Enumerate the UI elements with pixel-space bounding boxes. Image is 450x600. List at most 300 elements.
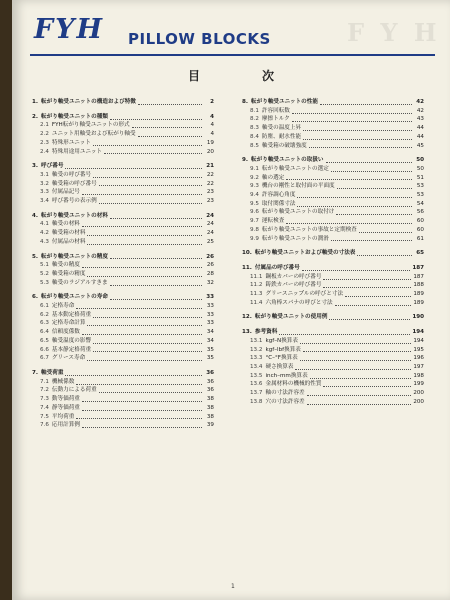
toc-subsection-entry xyxy=(32,220,214,229)
toc-leader-dots xyxy=(93,343,202,344)
toc-entry-page: 19 xyxy=(206,139,214,146)
toc-leader-dots xyxy=(329,319,410,320)
toc-leader-dots xyxy=(138,104,202,105)
toc-entry-number: 4. xyxy=(32,212,39,219)
toc-entry-number: 6.5 xyxy=(40,337,49,344)
toc-leader-dots xyxy=(345,296,411,297)
toc-subsection-entry xyxy=(32,121,214,130)
toc-leader-dots xyxy=(357,255,412,256)
toc-entry-label: 摩擦トルク xyxy=(261,116,290,123)
toc-subsection-entry xyxy=(242,124,424,133)
bleed-through-text: F Y H xyxy=(347,18,441,47)
toc-subsection-entry xyxy=(32,197,214,206)
toc-entry-number: 5.2 xyxy=(40,270,49,277)
toc-entry-label: 取付関係寸法 xyxy=(261,200,296,207)
toc-entry-page: 195 xyxy=(413,346,424,353)
toc-entry-number: 9.4 xyxy=(250,192,259,199)
toc-section xyxy=(32,162,214,206)
toc-entry-label: 許容調心角度 xyxy=(261,192,296,199)
toc-entry-page: 33 xyxy=(206,303,214,310)
toc-subsection-entry xyxy=(242,299,424,308)
toc-entry-page: 26 xyxy=(206,262,214,269)
toc-entry-label: 静等価荷重 xyxy=(51,404,80,411)
toc-section-entry xyxy=(32,212,214,221)
toc-section xyxy=(242,156,424,243)
toc-section-entry xyxy=(242,328,424,337)
toc-leader-dots xyxy=(279,334,410,335)
toc-entry-label: 平均荷重 xyxy=(51,413,75,420)
toc-entry-page: 34 xyxy=(206,337,214,344)
toc-leader-dots xyxy=(320,104,412,105)
toc-subsection-entry xyxy=(242,142,424,151)
toc-entry-label: 軸受の精度 xyxy=(51,262,80,269)
toc-section-entry xyxy=(32,253,214,262)
toc-entry-number: 3. xyxy=(32,163,39,170)
toc-subsection-entry xyxy=(32,378,214,387)
toc-leader-dots xyxy=(337,188,412,189)
toc-subsection-entry xyxy=(242,217,424,226)
toc-entry-page: 53 xyxy=(416,183,424,190)
toc-subsection-entry xyxy=(32,386,214,395)
toc-leader-dots xyxy=(93,317,202,318)
toc-entry-label: 軸の選定 xyxy=(261,174,285,181)
toc-leader-dots xyxy=(99,203,202,204)
toc-subsection-entry xyxy=(32,229,214,238)
toc-entry-number: 9.5 xyxy=(250,200,259,207)
toc-entry-label: 参考資料 xyxy=(254,329,278,336)
toc-section-entry xyxy=(242,249,424,258)
toc-leader-dots xyxy=(110,299,202,300)
toc-subsection-entry xyxy=(242,337,424,346)
toc-entry-page: 36 xyxy=(206,378,214,385)
toc-entry-number: 13.1 xyxy=(250,337,263,344)
product-title: PILLOW BLOCKS xyxy=(128,30,271,48)
toc-entry-number: 2.2 xyxy=(40,131,49,138)
toc-entry-page: 194 xyxy=(412,329,424,336)
toc-entry-page: 24 xyxy=(206,221,214,228)
toc-section xyxy=(242,328,424,406)
toc-leader-dots xyxy=(300,343,411,344)
toc-leader-dots xyxy=(302,270,411,271)
toc-section xyxy=(242,264,424,308)
toc-subsection-entry xyxy=(32,311,214,320)
toc-entry-page: 32 xyxy=(206,279,214,286)
toc-entry-page: 42 xyxy=(416,107,424,114)
toc-subsection-entry xyxy=(32,171,214,180)
header-rule xyxy=(30,54,435,56)
toc-entry-label: 六角棒スパナの呼びと寸法 xyxy=(265,299,333,306)
toc-entry-number: 8.1 xyxy=(250,107,259,114)
toc-entry-label: 転がり軸受ユニットの寿命 xyxy=(41,294,108,301)
toc-leader-dots xyxy=(93,351,202,352)
toc-entry-page: 35 xyxy=(206,355,214,362)
toc-section-entry xyxy=(32,98,214,107)
toc-entry-label: 応用計算例 xyxy=(51,422,80,429)
toc-leader-dots xyxy=(307,404,412,405)
toc-entry-label: 軸受温度の影響 xyxy=(51,337,92,344)
toc-entry-label: 転がり軸受ユニットの取付け xyxy=(261,209,335,216)
toc-subsection-entry xyxy=(242,354,424,363)
toc-entry-number: 2.1 xyxy=(40,122,49,129)
toc-entry-number: 3.2 xyxy=(40,180,49,187)
toc-entry-label: グリースニップルの呼びと寸法 xyxy=(265,291,344,298)
toc-subsection-entry xyxy=(32,319,214,328)
brand-logo: FYH xyxy=(34,14,104,45)
page-number: 1 xyxy=(231,583,235,590)
toc-entry-number: 9.1 xyxy=(250,165,259,172)
toc-entry-label: 軸受の温度上昇 xyxy=(261,125,302,132)
toc-subsection-entry xyxy=(32,346,214,355)
toc-entry-number: 5.1 xyxy=(40,262,49,269)
toc-section xyxy=(242,98,424,150)
toc-entry-number: 5.3 xyxy=(40,279,49,286)
toc-entry-page: 28 xyxy=(206,270,214,277)
toc-leader-dots xyxy=(87,360,202,361)
toc-subsection-entry xyxy=(242,389,424,398)
toc-leader-dots xyxy=(99,392,202,393)
toc-entry-number: 10. xyxy=(242,250,252,257)
toc-entry-number: 12. xyxy=(242,314,252,321)
toc-leader-dots xyxy=(93,177,202,178)
toc-subsection-entry xyxy=(32,188,214,197)
toc-leader-dots xyxy=(292,113,412,114)
toc-entry-label: FYH転がり軸受ユニットの形式 xyxy=(51,122,130,129)
toc-leader-dots xyxy=(323,279,411,280)
toc-section xyxy=(242,313,424,322)
toc-entry-number: 6.6 xyxy=(40,346,49,353)
toc-entry-number: 9.3 xyxy=(250,183,259,190)
toc-entry-number: 13.3 xyxy=(250,355,263,362)
toc-entry-label: 転がり軸受ユニットの精度 xyxy=(41,253,108,260)
toc-entry-label: 特殊用途用ユニット xyxy=(51,148,103,155)
toc-entry-page: 188 xyxy=(413,282,424,289)
toc-leader-dots xyxy=(323,386,411,387)
toc-leader-dots xyxy=(87,325,202,326)
toc-entry-number: 8.2 xyxy=(250,116,259,123)
toc-entry-number: 13. xyxy=(242,329,252,336)
toc-subsection-entry xyxy=(242,208,424,217)
toc-entry-number: 7.4 xyxy=(40,404,49,411)
toc-subsection-entry xyxy=(32,337,214,346)
toc-entry-number: 2. xyxy=(32,113,39,120)
toc-subsection-entry xyxy=(32,261,214,270)
toc-entry-number: 4.3 xyxy=(40,238,49,245)
toc-leader-dots xyxy=(309,147,412,148)
toc-entry-page: 200 xyxy=(413,390,424,397)
toc-entry-page: 198 xyxy=(413,372,424,379)
toc-entry-page: 60 xyxy=(416,218,424,225)
toc-subsection-entry xyxy=(242,107,424,116)
toc-section-entry xyxy=(32,162,214,171)
toc-entry-page: 20 xyxy=(206,148,214,155)
toc-entry-label: 軸受箱の呼び番号 xyxy=(51,180,97,187)
toc-entry-page: 24 xyxy=(206,212,214,219)
toc-entry-number: 6. xyxy=(32,294,39,301)
toc-leader-dots xyxy=(286,179,412,180)
toc-entry-page: 38 xyxy=(206,413,214,420)
toc-entry-number: 11. xyxy=(242,264,252,271)
toc-leader-dots xyxy=(297,206,412,207)
toc-leader-dots xyxy=(87,244,202,245)
toc-subsection-entry xyxy=(242,191,424,200)
toc-entry-label: 軸受の材料 xyxy=(51,221,80,228)
toc-entry-label: 転がり軸受ユニットの材料 xyxy=(41,212,108,219)
toc-subsection-entry xyxy=(32,328,214,337)
toc-entry-page: 53 xyxy=(416,192,424,199)
toc-section-entry xyxy=(32,369,214,378)
toc-entry-number: 2.4 xyxy=(40,148,49,155)
toc-section-entry xyxy=(242,156,424,165)
toc-leader-dots xyxy=(335,305,412,306)
toc-entry-label: 転がり軸受ユニットの種類 xyxy=(41,113,108,120)
toc-entry-number: 13.2 xyxy=(250,346,263,353)
toc-entry-page: 42 xyxy=(416,99,424,105)
toc-column-left xyxy=(32,92,214,433)
toc-subsection-entry xyxy=(32,404,214,413)
toc-entry-label: 動等価荷重 xyxy=(51,396,80,403)
toc-subsection-entry xyxy=(32,279,214,288)
toc-leader-dots xyxy=(292,121,412,122)
toc-entry-page: 23 xyxy=(206,198,214,205)
toc-entry-page: 36 xyxy=(206,387,214,394)
toc-leader-dots xyxy=(82,194,202,195)
toc-leader-dots xyxy=(87,235,202,236)
toc-leader-dots xyxy=(82,226,202,227)
toc-section-entry xyxy=(32,293,214,302)
toc-entry-label: 金属材料の機械的性質 xyxy=(265,381,322,388)
toc-entry-page: 187 xyxy=(412,264,424,271)
toc-title-char-2: 次 xyxy=(262,69,275,83)
toc-subsection-entry xyxy=(242,115,424,124)
toc-entry-page: 4 xyxy=(210,122,214,129)
toc-entry-page: 38 xyxy=(206,396,214,403)
toc-entry-number: 11.1 xyxy=(250,273,263,280)
toc-entry-page: 45 xyxy=(416,142,424,149)
toc-entry-page: 35 xyxy=(206,346,214,353)
toc-entry-label: 転がり軸受ユニットの潤滑 xyxy=(261,235,329,242)
toc-entry-label: 呼び番号の表示例 xyxy=(51,198,97,205)
catalog-page xyxy=(12,0,450,600)
toc-entry-number: 3.3 xyxy=(40,189,49,196)
toc-section-entry xyxy=(242,98,424,107)
toc-entry-page: 50 xyxy=(416,165,424,172)
toc-section xyxy=(32,369,214,430)
toc-entry-page: 22 xyxy=(206,171,214,178)
toc-entry-number: 13.4 xyxy=(250,363,263,370)
toc-entry-page: 43 xyxy=(416,116,424,123)
toc-entry-label: 防塵、耐水性能 xyxy=(261,133,302,140)
toc-entry-label: 定格寿命計算 xyxy=(51,320,86,327)
toc-leader-dots xyxy=(303,139,412,140)
toc-entry-label: 許容回転数 xyxy=(261,107,290,114)
toc-entry-page: 56 xyxy=(416,209,424,216)
toc-entry-label: 軸受のラジアルすきま xyxy=(51,279,108,286)
toc-entry-label: 伝動力による荷重 xyxy=(51,387,97,394)
toc-entry-label: グリース寿命 xyxy=(51,355,86,362)
toc-entry-label: 穴の寸法許容差 xyxy=(265,398,305,405)
toc-entry-page: 65 xyxy=(416,250,424,257)
toc-subsection-entry xyxy=(32,130,214,139)
toc-subsection-entry xyxy=(242,133,424,142)
toc-leader-dots xyxy=(138,136,202,137)
toc-entry-page: 44 xyxy=(416,133,424,140)
toc-entry-page: 2 xyxy=(210,99,214,105)
toc-entry-number: 2.3 xyxy=(40,139,49,146)
toc-leader-dots xyxy=(132,127,202,128)
toc-entry-label: 付属品記号 xyxy=(51,189,80,196)
toc-section xyxy=(32,113,214,157)
toc-entry-label: kgf–lbf換算表 xyxy=(265,346,301,353)
toc-entry-number: 4.1 xyxy=(40,221,49,228)
toc-leader-dots xyxy=(82,427,202,428)
toc-leader-dots xyxy=(76,384,202,385)
toc-entry-number: 7.1 xyxy=(40,378,49,385)
toc-entry-page: 25 xyxy=(206,238,214,245)
toc-entry-number: 11.3 xyxy=(250,291,263,298)
toc-entry-number: 8.4 xyxy=(250,133,259,140)
toc-leader-dots xyxy=(82,267,202,268)
toc-leader-dots xyxy=(82,410,202,411)
toc-entry-number: 11.4 xyxy=(250,299,263,306)
toc-leader-dots xyxy=(93,145,202,146)
toc-entry-label: 付属品の呼び番号 xyxy=(254,264,300,271)
toc-entry-number: 7.6 xyxy=(40,422,49,429)
toc-entry-label: 転がり軸受ユニットの使用例 xyxy=(254,314,328,321)
toc-section xyxy=(32,253,214,288)
toc-subsection-entry xyxy=(32,238,214,247)
toc-subsection-entry xyxy=(32,395,214,404)
toc-entry-label: 転がり軸受ユニットの構造および特徴 xyxy=(41,99,136,105)
toc-leader-dots xyxy=(110,258,202,259)
toc-leader-dots xyxy=(76,418,202,419)
toc-subsection-entry xyxy=(242,281,424,290)
toc-entry-number: 6.7 xyxy=(40,355,49,362)
toc-subsection-entry xyxy=(32,139,214,148)
toc-entry-page: 44 xyxy=(416,125,424,132)
toc-subsection-entry xyxy=(242,290,424,299)
toc-entry-number: 9.9 xyxy=(250,235,259,242)
toc-entry-page: 33 xyxy=(206,320,214,327)
toc-section xyxy=(242,249,424,258)
toc-section-entry xyxy=(32,113,214,122)
toc-entry-label: 基本動定格荷重 xyxy=(51,311,92,318)
toc-entry-label: 特殊形ユニット xyxy=(51,139,91,146)
toc-subsection-entry xyxy=(32,270,214,279)
toc-entry-page: 24 xyxy=(206,230,214,237)
toc-entry-label: 鋼板カバーの呼び番号 xyxy=(265,273,322,280)
toc-column-right xyxy=(242,92,424,410)
toc-subsection-entry xyxy=(242,182,424,191)
toc-entry-number: 9.2 xyxy=(250,174,259,181)
toc-entry-label: 転がり軸受ユニットの性能 xyxy=(251,99,318,105)
toc-entry-number: 6.2 xyxy=(40,311,49,318)
toc-subsection-entry xyxy=(242,363,424,372)
toc-subsection-entry xyxy=(242,165,424,174)
toc-subsection-entry xyxy=(32,302,214,311)
toc-entry-page: 187 xyxy=(413,273,424,280)
toc-subsection-entry xyxy=(32,421,214,430)
toc-entry-number: 7.3 xyxy=(40,396,49,403)
toc-leader-dots xyxy=(82,334,202,335)
toc-leader-dots xyxy=(323,287,411,288)
toc-entry-number: 13.6 xyxy=(250,381,263,388)
toc-entry-number: 1. xyxy=(32,99,39,105)
toc-subsection-entry xyxy=(242,273,424,282)
toc-entry-number: 7. xyxy=(32,369,39,376)
toc-leader-dots xyxy=(65,168,202,169)
toc-leader-dots xyxy=(331,171,412,172)
toc-entry-page: 4 xyxy=(210,113,214,120)
toc-entry-number: 9.6 xyxy=(250,209,259,216)
toc-entry-label: 軸受の呼び番号 xyxy=(51,171,92,178)
toc-section xyxy=(32,293,214,363)
toc-entry-label: 呼び番号 xyxy=(41,163,64,170)
toc-entry-label: °C–°F換算表 xyxy=(265,355,298,362)
toc-entry-page: 33 xyxy=(206,294,214,301)
toc-entry-page: 34 xyxy=(206,329,214,336)
toc-entry-number: 6.4 xyxy=(40,329,49,336)
toc-entry-label: 基本静定格荷重 xyxy=(51,346,92,353)
toc-leader-dots xyxy=(104,153,202,154)
toc-leader-dots xyxy=(286,223,412,224)
toc-entry-number: 4.2 xyxy=(40,230,49,237)
toc-entry-label: 転がり軸受ユニットおよび軸受の寸法表 xyxy=(254,250,356,257)
toc-entry-label: 付属品の材料 xyxy=(51,238,86,245)
toc-entry-page: 23 xyxy=(206,189,214,196)
toc-leader-dots xyxy=(110,285,202,286)
toc-subsection-entry xyxy=(32,354,214,363)
toc-entry-label: 転がり軸受ユニットの取扱い xyxy=(251,157,324,164)
toc-entry-number: 13.5 xyxy=(250,372,263,379)
toc-entry-number: 9.7 xyxy=(250,218,259,225)
toc-subsection-entry xyxy=(242,398,424,407)
toc-entry-page: 194 xyxy=(413,337,424,344)
toc-entry-page: 33 xyxy=(206,311,214,318)
toc-entry-page: 22 xyxy=(206,180,214,187)
toc-entry-number: 11.2 xyxy=(250,282,263,289)
toc-entry-page: 21 xyxy=(206,163,214,170)
toc-entry-page: 4 xyxy=(210,131,214,138)
toc-leader-dots xyxy=(359,232,412,233)
toc-leader-dots xyxy=(76,308,202,309)
toc-entry-label: 軸の寸法許容差 xyxy=(265,390,305,397)
toc-entry-page: 200 xyxy=(413,398,424,405)
toc-entry-number: 13.8 xyxy=(250,398,263,405)
toc-entry-page: 60 xyxy=(416,226,424,233)
toc-leader-dots xyxy=(87,276,202,277)
toc-entry-label: 運転検査 xyxy=(261,218,285,225)
toc-entry-label: 軸受箱の破壊強度 xyxy=(261,142,307,149)
toc-section xyxy=(32,98,214,107)
toc-entry-label: inch–mm換算表 xyxy=(265,372,308,379)
toc-entry-page: 51 xyxy=(416,174,424,181)
toc-entry-label: 軸受荷重 xyxy=(41,369,64,376)
toc-entry-label: 硬さ換算表 xyxy=(265,363,294,370)
toc-entry-number: 7.2 xyxy=(40,387,49,394)
toc-subsection-entry xyxy=(242,372,424,381)
toc-entry-page: 26 xyxy=(206,253,214,260)
toc-entry-page: 38 xyxy=(206,404,214,411)
toc-entry-label: 信頼度係数 xyxy=(51,329,80,336)
toc-entry-label: 機械係数 xyxy=(51,378,75,385)
toc-entry-page: 61 xyxy=(416,235,424,242)
toc-entry-page: 197 xyxy=(413,363,424,370)
toc-subsection-entry xyxy=(242,200,424,209)
toc-entry-page: 39 xyxy=(206,422,214,429)
toc-leader-dots xyxy=(65,375,202,376)
toc-entry-label: 軸受箱の精度 xyxy=(51,270,86,277)
toc-entry-label: ユニット用軸受および転がり軸受 xyxy=(51,131,136,138)
